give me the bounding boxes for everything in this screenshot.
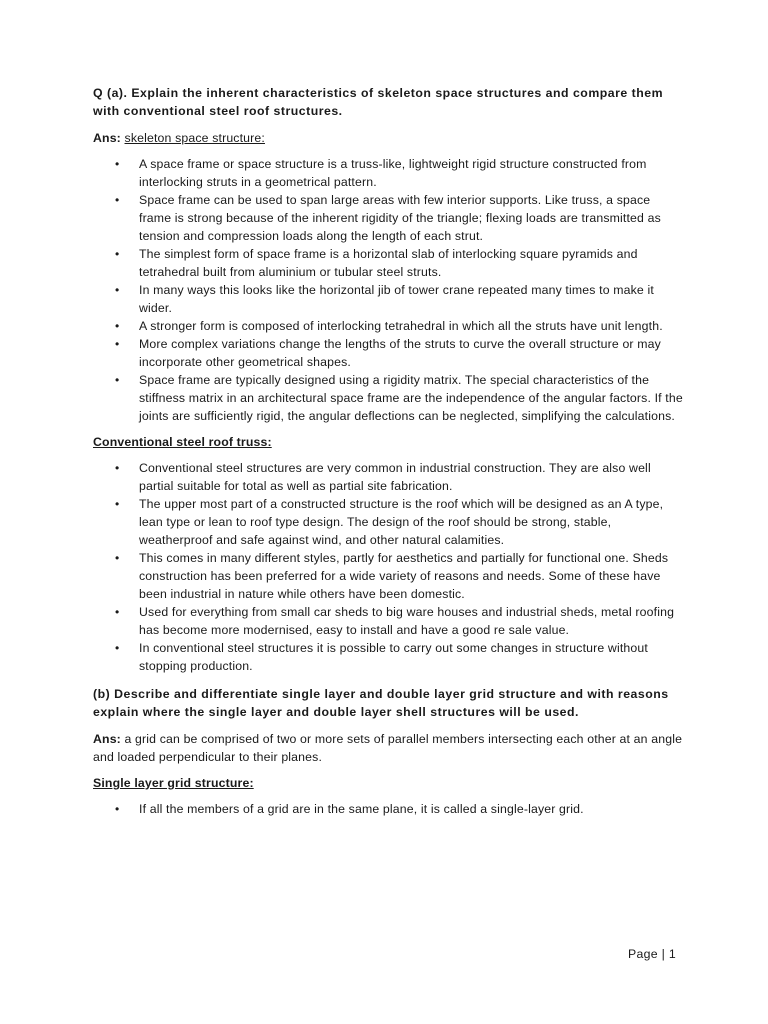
page-footer: Page | 1 <box>628 947 676 961</box>
list-item: • A space frame or space structure is a truss-like, lightweight rigid structure constructed from interlocking struts in a geometrical pattern. <box>115 157 647 189</box>
skeleton-list <box>93 155 683 425</box>
bullet-icon: • <box>115 283 120 297</box>
answer-b-text: a grid can be comprised of two or more sets of parallel members intersecting each other at an angle and loaded perpendicular to their planes. <box>93 732 683 764</box>
question-b: (b) Describe and differentiate single layer and double layer grid structure and with reasons explain where the single layer and double layer shell structures will be used. <box>93 687 669 719</box>
bullet-icon: • <box>115 802 120 816</box>
bullet-icon: • <box>115 319 120 333</box>
single-layer-list <box>93 800 683 818</box>
list-item: • A stronger form is composed of interlocking tetrahedral in which all the struts have unit length. <box>115 319 663 333</box>
bullet-icon: • <box>115 641 120 655</box>
bullet-icon: • <box>115 605 120 619</box>
bullet-icon: • <box>115 337 120 351</box>
bullet-icon: • <box>115 461 120 475</box>
list-item: • This comes in many different styles, partly for aesthetics and partially for functional one. Sheds construction has been preferred for a wide variety of reasons and needs. Some of these have been industrial in nature while others have been domestic. <box>115 551 669 601</box>
list-item: • Conventional steel structures are very common in industrial construction. They are also well partial suitable for total as well as partial site fabrication. <box>115 461 651 493</box>
bullet-icon: • <box>115 247 120 261</box>
document-page <box>93 84 683 822</box>
bullet-icon: • <box>115 551 120 565</box>
section-heading-single-layer: Single layer grid structure: <box>93 776 254 790</box>
bullet-icon: • <box>115 157 120 171</box>
answer-a-line <box>93 129 683 147</box>
conventional-list <box>93 459 683 675</box>
list-item: • Space frame are typically designed using a rigidity matrix. The special characteristics of the stiffness matrix in an architectural space frame are the independence of the angular factors. If the joints are sufficiently rigid, the angular deflections can be neglected, simplifying the calculations. <box>115 373 683 423</box>
bullet-icon: • <box>115 373 120 387</box>
bullet-icon: • <box>115 497 120 511</box>
list-item: • In conventional steel structures it is possible to carry out some changes in structure without stopping production. <box>115 641 648 673</box>
list-item: • In many ways this looks like the horizontal jib of tower crane repeated many times to make it wider. <box>115 283 654 315</box>
list-item: • The upper most part of a constructed structure is the roof which will be designed as an A type, lean type or lean to roof type design. The design of the roof should be strong, stable, weatherproof and safe against wind, and other natural calamities. <box>115 497 664 547</box>
answer-label: Ans: <box>93 732 121 746</box>
list-item: • Space frame can be used to span large areas with few interior supports. Like truss, a space frame is strong because of the inherent rigidity of the triangle; flexing loads are transmitted as tension and compression loads along the length of each strut. <box>115 193 661 243</box>
section-heading-skeleton: skeleton space structure: <box>124 131 265 145</box>
list-item: • More complex variations change the lengths of the struts to curve the overall structure or may incorporate other geometrical shapes. <box>115 337 661 369</box>
answer-label: Ans: <box>93 131 121 145</box>
bullet-icon: • <box>115 193 120 207</box>
section-heading-conventional: Conventional steel roof truss: <box>93 435 272 449</box>
list-item: • If all the members of a grid are in the same plane, it is called a single-layer grid. <box>115 802 584 816</box>
list-item: • The simplest form of space frame is a horizontal slab of interlocking square pyramids and tetrahedral built from aluminium or tubular steel struts. <box>115 247 638 279</box>
question-a: Q (a). Explain the inherent characteristics of skeleton space structures and compare them with conventional steel roof structures. <box>93 86 664 118</box>
answer-b-line <box>93 730 683 766</box>
list-item: • Used for everything from small car sheds to big ware houses and industrial sheds, metal roofing has become more modernised, easy to install and have a good re sale value. <box>115 605 675 637</box>
